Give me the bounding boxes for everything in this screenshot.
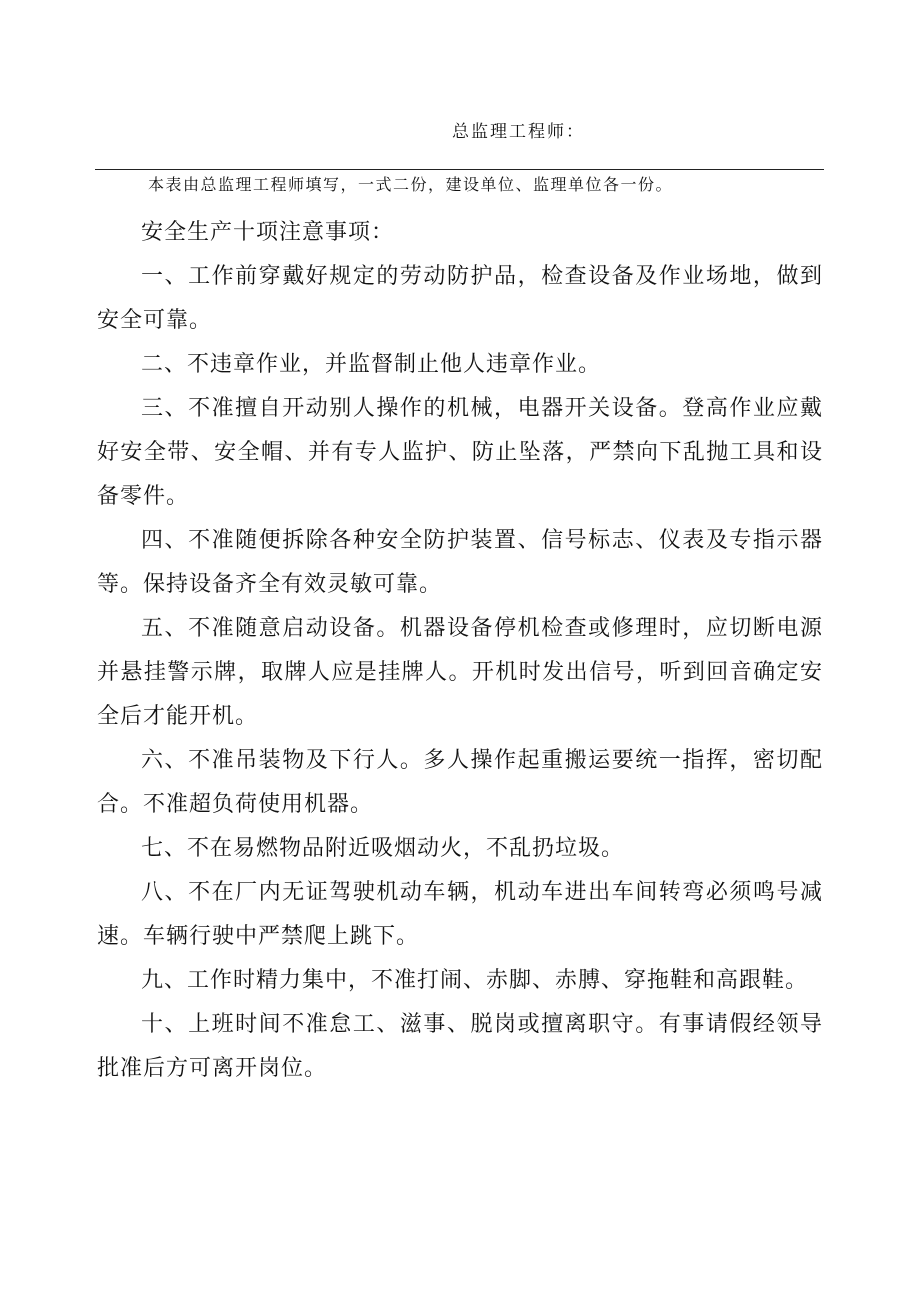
safety-item-7: 七、不在易燃物品附近吸烟动火，不乱扔垃圾。 (141, 836, 625, 861)
horizontal-divider (95, 169, 824, 170)
chief-supervisor-signature-label: 总监理工程师： (452, 122, 585, 142)
safety-item-3: 三、不准擅自开动别人操作的机械，电器开关设备。登高作业应戴好安全带、安全帽、并有专人监护、防止坠落，严禁向下乱抛工具和设备零件。 (97, 396, 823, 509)
safety-notice-section (97, 211, 823, 1091)
safety-notice-title: 安全生产十项注意事项： (141, 220, 395, 245)
safety-item-8: 八、不在厂内无证驾驶机动车辆，机动车进出车间转弯必须鸣号减速。车辆行驶中严禁爬上跳下。 (97, 880, 823, 949)
safety-item-10: 十、上班时间不准怠工、滋事、脱岗或擅离职守。有事请假经领导批准后方可离开岗位。 (97, 1012, 823, 1081)
safety-item-4: 四、不准随便拆除各种安全防护装置、信号标志、仪表及专指示器等。保持设备齐全有效灵敏可靠。 (97, 528, 823, 597)
safety-item-6: 六、不准吊装物及下行人。多人操作起重搬运要统一指挥，密切配合。不准超负荷使用机器。 (97, 748, 823, 817)
form-note: 本表由总监理工程师填写，一式二份，建设单位、监理单位各一份。 (148, 175, 674, 194)
safety-item-2: 二、不违章作业，并监督制止他人违章作业。 (141, 352, 602, 377)
safety-item-1: 一、工作前穿戴好规定的劳动防护品，检查设备及作业场地，做到安全可靠。 (97, 264, 823, 333)
safety-item-5: 五、不准随意启动设备。机器设备停机检查或修理时，应切断电源并悬挂警示牌，取牌人应是挂牌人。开机时发出信号，听到回音确定安全后才能开机。 (97, 616, 823, 729)
safety-item-9: 九、工作时精力集中，不准打闹、赤脚、赤膊、穿拖鞋和高跟鞋。 (141, 968, 809, 993)
